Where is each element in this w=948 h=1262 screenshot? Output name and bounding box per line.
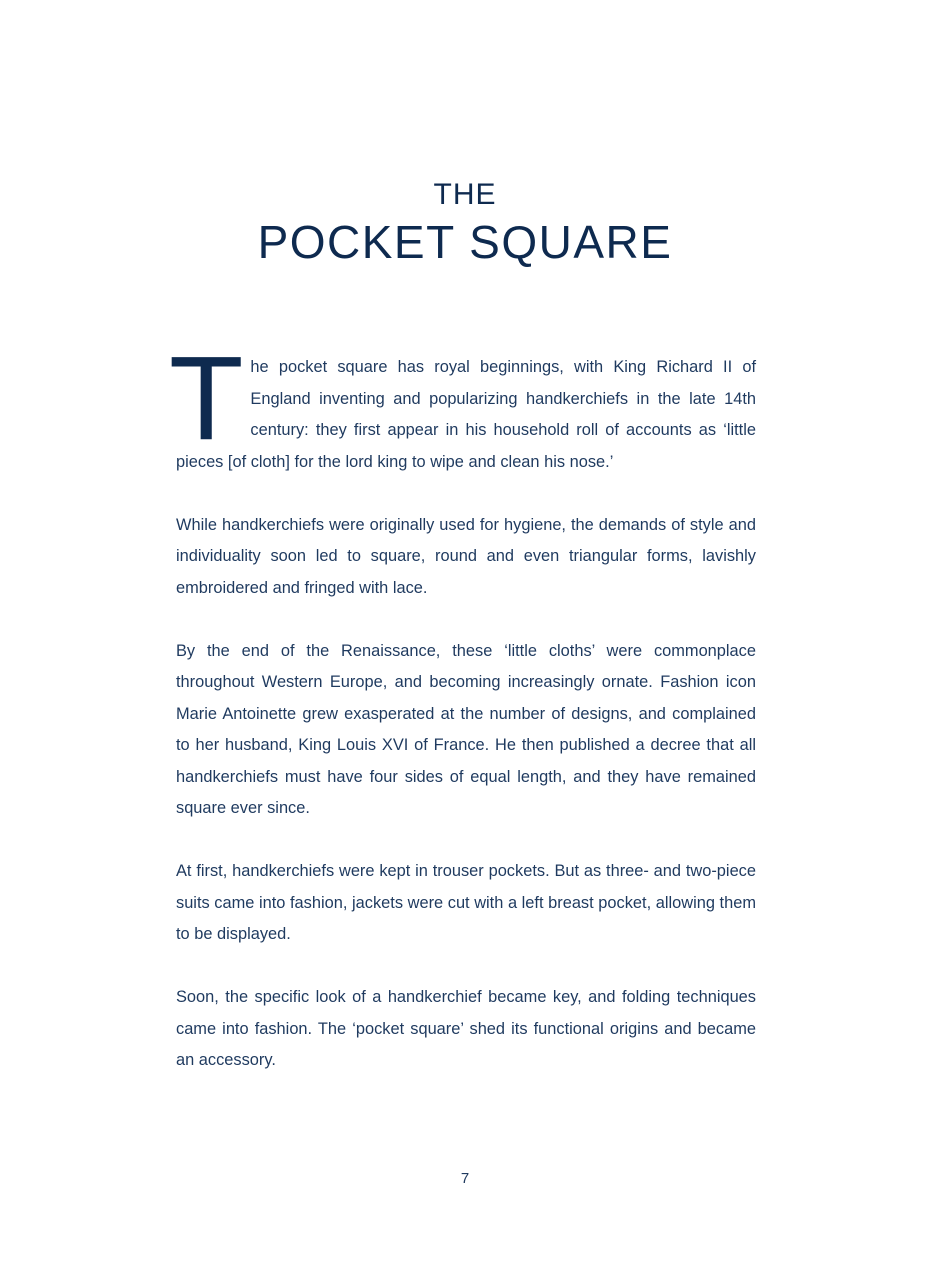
- paragraph-1: [172, 336, 756, 478]
- paragraph-1-text: he pocket square has royal beginnings, with King Richard II of England inventing and popularizing handkerchiefs in the late 14th century: they first appear in his household roll of accounts as ‘little pieces [of cloth] for the lord king to wipe and clean his nose.’: [176, 358, 756, 471]
- drop-cap: T: [172, 336, 241, 466]
- page-title: [0, 178, 930, 268]
- page-number: 7: [460, 1170, 470, 1187]
- title-prefix: THE: [433, 178, 497, 211]
- paragraph-5: Soon, the specific look of a handkerchief became key, and folding techniques came into fashion. The ‘pocket square’ shed its functional origins and became an accessory.: [176, 988, 756, 1069]
- article-body: [172, 336, 756, 1108]
- paragraph-4: At first, handkerchiefs were kept in trouser pockets. But as three- and two-piece suits came into fashion, jackets were cut with a left breast pocket, allowing them to be displayed.: [176, 862, 756, 943]
- paragraph-3: By the end of the Renaissance, these ‘little cloths’ were commonplace throughout Western Europe, and becoming increasingly ornate. Fashion icon Marie Antoinette grew exasperated at the number of designs, and complained to her husband, King Louis XVI of France. He then published a decree that all handkerchiefs must have four sides of equal length, and they have remained square ever since.: [176, 641, 756, 817]
- paragraph-2: While handkerchiefs were originally used for hygiene, the demands of style and individuality soon led to square, round and even triangular forms, lavishly embroidered and fringed with lace.: [176, 515, 756, 597]
- title-main: POCKET SQUARE: [257, 216, 673, 268]
